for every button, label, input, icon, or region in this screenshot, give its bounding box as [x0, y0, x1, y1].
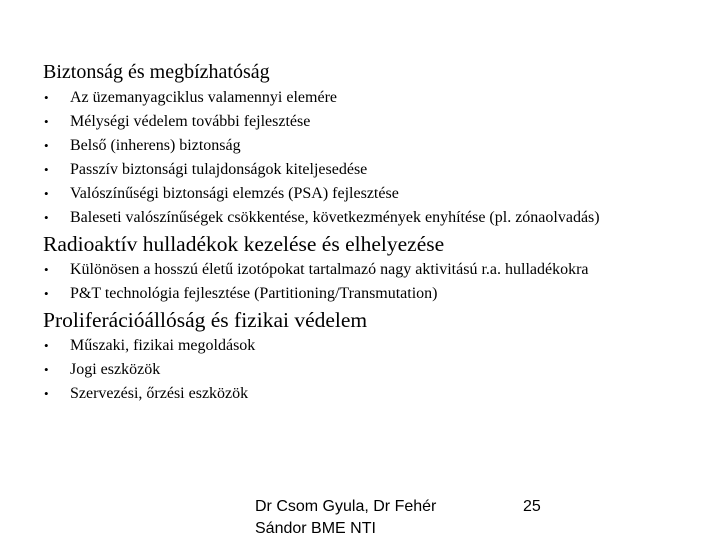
list-item: [43, 334, 703, 358]
list-item: [43, 382, 703, 406]
bullet-icon: •: [44, 286, 49, 301]
list-item-text: Passzív biztonsági tulajdonságok kiteljesedése: [70, 161, 368, 178]
list-item-text: Műszaki, fizikai megoldások: [70, 337, 256, 354]
list-item: [43, 258, 703, 282]
list-item: [43, 358, 703, 382]
list-item-text: Mélységi védelem további fejlesztése: [70, 113, 311, 130]
section-title-waste: Radioaktív hulladékok kezelése és elhelyezése: [43, 232, 445, 256]
page-number: 25: [523, 498, 541, 515]
list-item-text: Az üzemanyagciklus valamennyi elemére: [70, 89, 337, 106]
list-item-text: Jogi eszközök: [70, 361, 161, 378]
bullet-icon: •: [44, 362, 49, 377]
bullet-icon: •: [44, 386, 49, 401]
bullet-icon: •: [44, 338, 49, 353]
waste-list: [43, 258, 703, 306]
bullet-icon: •: [44, 138, 49, 153]
section-title-safety: Biztonság és megbízhatóság: [43, 61, 270, 83]
list-item-text: Belső (inherens) biztonság: [70, 137, 241, 154]
bullet-icon: •: [44, 210, 49, 225]
slide-content: [43, 58, 703, 406]
list-item-text: P&T technológia fejlesztése (Partitioning/Transmutation): [70, 285, 438, 302]
bullet-icon: •: [44, 162, 49, 177]
list-item-text: Valószínűségi biztonsági elemzés (PSA) fejlesztése: [70, 185, 399, 202]
list-item: [43, 86, 703, 110]
safety-list: [43, 86, 703, 230]
list-item: [43, 282, 703, 306]
bullet-icon: •: [44, 90, 49, 105]
list-item: [43, 110, 703, 134]
list-item: [43, 134, 703, 158]
bullet-icon: •: [44, 114, 49, 129]
section-title-proliferation: Proliferációállóság és fizikai védelem: [43, 308, 368, 332]
list-item-text: Különösen a hosszú életű izotópokat tartalmazó nagy aktivitású r.a. hulladékokra: [70, 261, 589, 278]
footer-author-line1: Dr Csom Gyula, Dr Fehér: [255, 498, 437, 515]
footer-author: [255, 496, 436, 540]
bullet-icon: •: [44, 262, 49, 277]
list-item: [43, 158, 703, 182]
list-item: [43, 206, 703, 230]
proliferation-list: [43, 334, 703, 406]
bullet-icon: •: [44, 186, 49, 201]
list-item: [43, 182, 703, 206]
list-item-text: Baleseti valószínűségek csökkentése, következmények enyhítése (pl. zónaolvadás): [70, 209, 600, 226]
list-item-text: Szervezési, őrzési eszközök: [70, 385, 249, 402]
footer-author-line2: Sándor BME NTI: [255, 520, 376, 537]
